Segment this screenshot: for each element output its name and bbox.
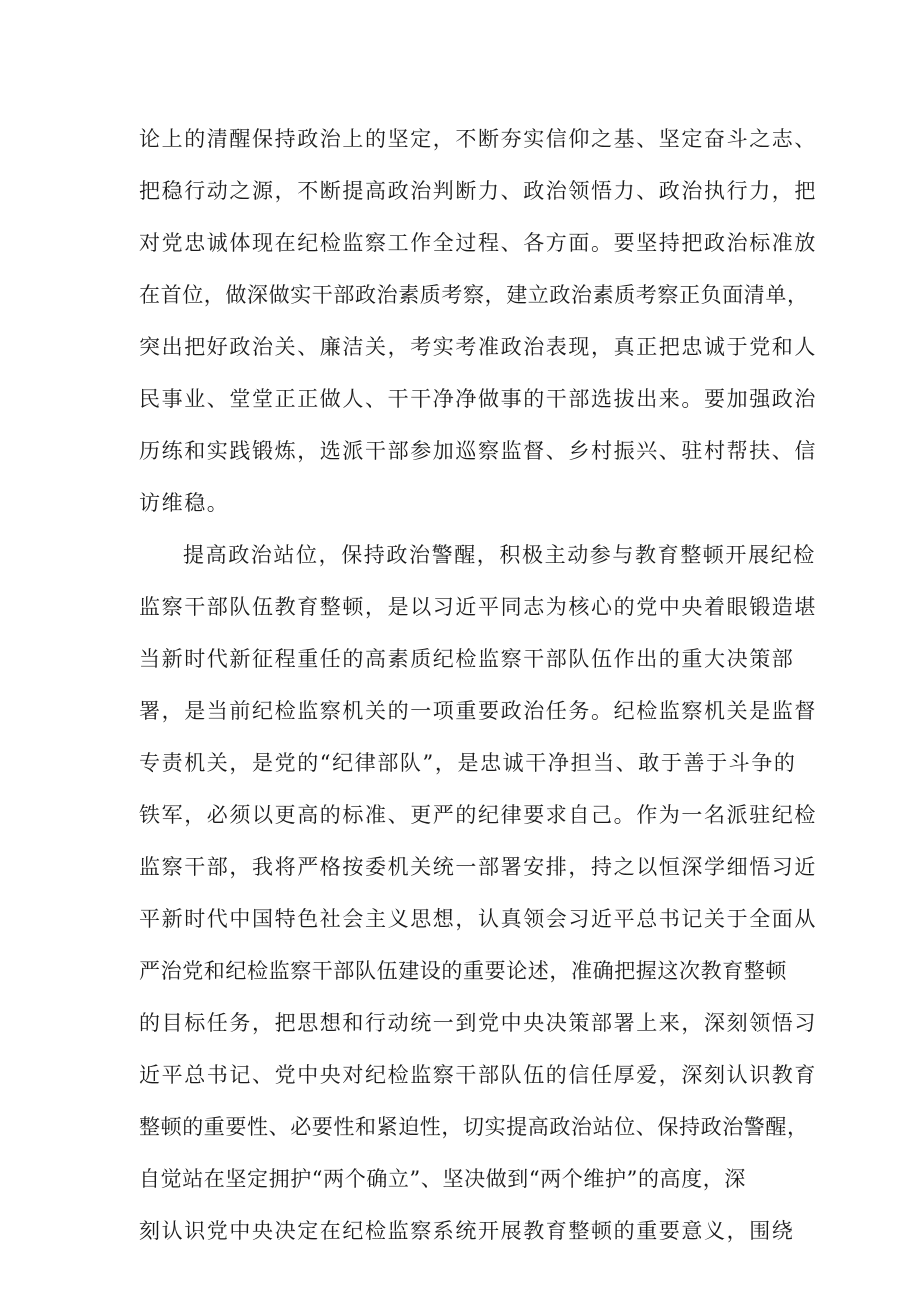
paragraph-line: 论上的清醒保持政治上的坚定，不断夯实信仰之基、坚定奋斗之志、 <box>139 127 817 151</box>
paragraph-line: 提高政治站位，保持政治警醒，积极主动参与教育整顿开展纪检 <box>183 543 816 567</box>
paragraph-line: 访维稳。 <box>139 491 230 515</box>
paragraph-line: 近平总书记、党中央对纪检监察干部队伍的信任厚爱，深刻认识教育 <box>139 1063 817 1087</box>
paragraph-1 <box>139 113 817 529</box>
paragraph-line: 整顿的重要性、必要性和紧迫性，切实提高政治站位、保持政治警醒， <box>139 1115 809 1139</box>
paragraph-line: 民事业、堂堂正正做人、干干净净做事的干部选拔出来。要加强政治 <box>139 387 817 411</box>
paragraph-line: 自觉站在坚定拥护“两个确立”、坚决做到“两个维护”的高度，深 <box>139 1167 746 1191</box>
document-body <box>139 113 817 1257</box>
paragraph-line: 监察干部队伍教育整顿，是以习近平同志为核心的党中央着眼锻造堪 <box>139 595 817 619</box>
paragraph-line: 铁军，必须以更高的标准、更严的纪律要求自己。作为一名派驻纪检 <box>139 803 817 827</box>
paragraph-line: 的目标任务，把思想和行动统一到党中央决策部署上来，深刻领悟习 <box>139 1011 817 1035</box>
paragraph-line: 对党忠诚体现在纪检监察工作全过程、各方面。要坚持把政治标准放 <box>139 231 817 255</box>
paragraph-2 <box>139 529 817 1257</box>
paragraph-line: 突出把好政治关、廉洁关，考实考准政治表现，真正把忠诚于党和人 <box>139 335 817 359</box>
paragraph-line: 平新时代中国特色社会主义思想，认真领会习近平总书记关于全面从 <box>139 907 817 931</box>
paragraph-line: 在首位，做深做实干部政治素质考察，建立政治素质考察正负面清单， <box>139 283 809 307</box>
paragraph-line: 刻认识党中央决定在纪检监察系统开展教育整顿的重要意义，围绕 <box>139 1219 795 1243</box>
paragraph-line: 严治党和纪检监察干部队伍建设的重要论述，准确把握这次教育整顿 <box>139 959 787 983</box>
paragraph-line: 当新时代新征程重任的高素质纪检监察干部队伍作出的重大决策部 <box>139 647 795 671</box>
paragraph-line: 把稳行动之源，不断提高政治判断力、政治领悟力、政治执行力，把 <box>139 179 817 203</box>
paragraph-line: 历练和实践锻炼，选派干部参加巡察监督、乡村振兴、驻村帮扶、信 <box>139 439 817 463</box>
paragraph-line: 专责机关，是党的“纪律部队”，是忠诚干净担当、敢于善于斗争的 <box>139 751 797 775</box>
paragraph-line: 监察干部，我将严格按委机关统一部署安排，持之以恒深学细悟习近 <box>139 855 817 879</box>
paragraph-line: 署，是当前纪检监察机关的一项重要政治任务。纪检监察机关是监督 <box>139 699 817 723</box>
